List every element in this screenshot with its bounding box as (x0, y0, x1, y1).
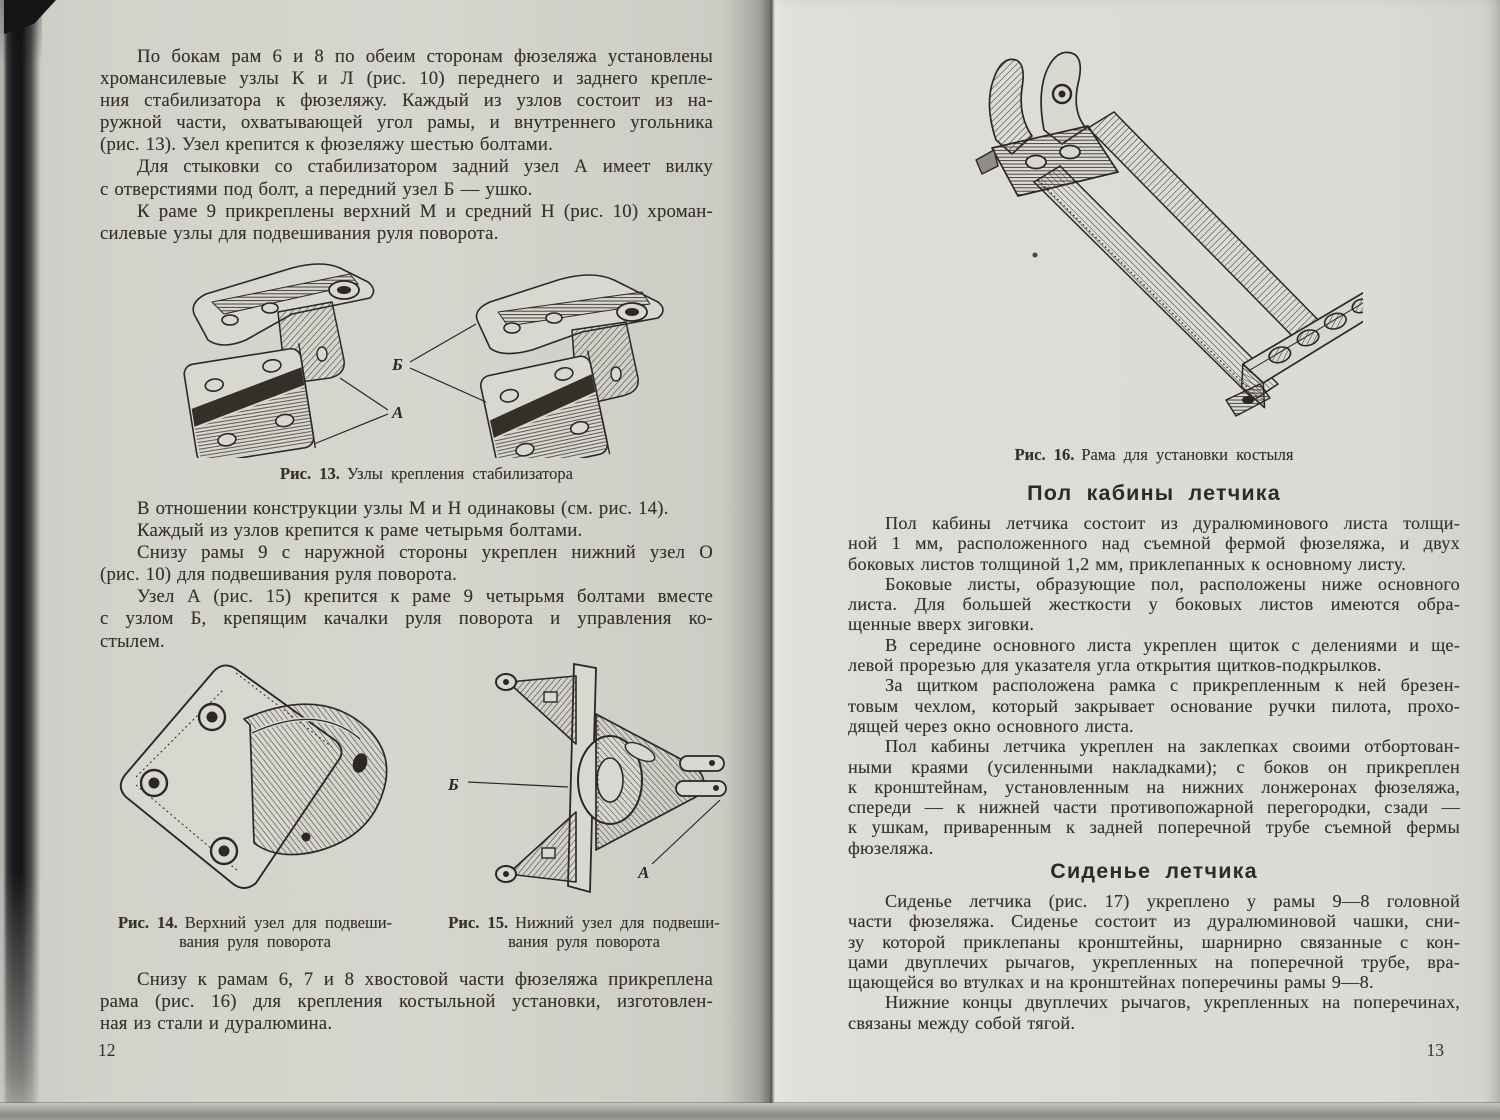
text-line: Снизу рамы 9 с наружной стороны укреплен нижний узел О (137, 542, 713, 564)
book-binding (0, 0, 42, 1120)
text-line: Боковые листы, образующие пол, расположены ниже основного (885, 573, 1460, 594)
text-line: К раме 9 прикреплены верхний М и средний Н (рис. 10) хроман- (137, 200, 713, 222)
text-line: Пол кабины летчика состоит из дуралюминового листа толщи- (885, 513, 1460, 533)
scan-smudge (1033, 253, 1038, 258)
figure-14-caption-line2: вания руля поворота (179, 932, 331, 951)
paragraph (100, 542, 713, 586)
text-line: листа. Для большей жесткости у боковых листов имеются обра- (848, 594, 1460, 615)
figure-14-illustration (92, 655, 417, 907)
section-heading-pilot-seat: Сиденье летчика (1050, 859, 1258, 883)
text-line: с отверстиями под болт, а передний узел Б — ушко. (100, 178, 533, 200)
left-bottom-paragraphs (100, 969, 713, 1035)
text-line: За щитком расположена рамка с прикрепленным к ней брезен- (885, 675, 1460, 696)
text-line: части фюзеляжа. Сиденье состоит из дуралюминовой чашки, сни- (848, 911, 1460, 932)
paragraph (848, 675, 1460, 736)
text-line: к кронштейнам, установленным на нижних лонжеронах фюзеляжа, (848, 776, 1460, 797)
text-line: В отношении конструкции узлы М и Н одинаковы (см. рис. 14). (137, 498, 669, 519)
text-line: Узел А (рис. 15) крепится к раме 9 четырьмя болтами вместе (137, 586, 713, 608)
text-line: фюзеляжа. (848, 837, 934, 858)
text-line: (рис. 10) для подвешивания руля поворота. (100, 564, 458, 586)
text-line: ной 1 мм, расположенного над съемной фермой фюзеляжа, и двух (848, 533, 1460, 554)
figure-15-caption (425, 913, 743, 951)
figure-13-caption (120, 464, 733, 483)
text-line: левой прорезью для указателя угла открытия щитков-подкрылков. (848, 655, 1382, 676)
text-line: цами двуплечих рычагов, укрепленных на поперечной трубе, вра- (848, 951, 1460, 972)
text-line: ная из стали и дуралюмина. (100, 1013, 333, 1035)
paragraph (848, 992, 1460, 1033)
figure-14-caption-line1: Верхний узел для подвеши- (184, 913, 393, 932)
right-seat-paragraphs (848, 891, 1460, 1033)
text-line: ружной части, охватывающей угол рамы, и внутреннего угольника (100, 112, 713, 134)
figure-15-caption-line1: Нижний узел для подвеши- (515, 913, 720, 932)
text-line: стылем. (100, 630, 165, 652)
text-line: Каждый из узлов крепится к раме четырьмя болтами. (137, 520, 583, 542)
figure-16-caption-prefix: Рис. 16. (1014, 445, 1075, 464)
left-middle-paragraphs (100, 498, 713, 653)
text-line: Нижние концы двуплечих рычагов, укрепленных на поперечинах, (885, 992, 1460, 1013)
figure-16-caption-text: Рама для установки костыля (1081, 445, 1294, 464)
paragraph (100, 586, 713, 652)
text-line: зу которой приклепаны кронштейны, шарнирно связанные с кон- (848, 931, 1460, 952)
left-top-paragraphs (100, 46, 713, 245)
paragraph (848, 891, 1460, 992)
text-line: Снизу к рамам 6, 7 и 8 хвостовой части фюзеляжа прикреплена (137, 969, 713, 990)
paragraph (848, 513, 1460, 574)
figure-16-illustration (938, 32, 1363, 434)
figure-15-caption-line2: вания руля поворота (508, 932, 660, 951)
page-number-left: 12 (98, 1040, 116, 1060)
text-line: ния стабилизатора к фюзеляжу. Каждый из узлов состоит из на- (100, 90, 713, 112)
text-line: ными краями (усиленными накладками); с боков он прикреплен (848, 756, 1460, 777)
text-line: В середине основного листа укреплен щиток с делениями и ще- (885, 634, 1460, 655)
section-heading-cabin-floor: Пол кабины летчика (1027, 481, 1281, 505)
text-line: к ушкам, приваренным к задней поперечной трубе съемной фермы (848, 817, 1460, 838)
figure-15-label-b: Б (448, 775, 459, 794)
figure-15-label-a: А (638, 863, 650, 882)
paragraph (848, 736, 1460, 858)
figure-13-illustration (162, 246, 722, 458)
text-line: дящей через окно основного листа. (848, 715, 1134, 736)
text-line: Пол кабины летчика укреплен на заклепках своими отбортован- (885, 736, 1460, 757)
paragraph (100, 969, 713, 1035)
text-line: товым чехлом, который закрывает основание ручки пилота, прохо- (848, 695, 1460, 716)
figure-15-illustration (428, 652, 728, 907)
figure-13-caption-text: Узлы крепления стабилизатора (346, 464, 573, 483)
paragraph (100, 498, 713, 520)
figure-14-caption-prefix: Рис. 14. (117, 913, 178, 932)
text-line: с узлом Б, крепящим качалки руля поворота и управления ко- (100, 608, 713, 630)
text-line: щающейся во втулках и на кронштейнах поперечины рамы 9—8. (848, 972, 1374, 993)
paragraph (100, 520, 713, 542)
text-line: боковых листов толщиной 1,2 мм, приклепанных к основному листу. (848, 553, 1406, 574)
paragraph (100, 46, 713, 156)
figure-15-caption-prefix: Рис. 15. (448, 913, 509, 932)
text-line: Сиденье летчика (рис. 17) укреплено у рамы 9—8 головной (885, 891, 1460, 911)
paragraph (848, 635, 1460, 676)
paragraph (100, 201, 713, 245)
page-bottom-edge (0, 1103, 1500, 1120)
text-line: рама (рис. 16) для крепления костыльной установки, изготовлен- (100, 991, 713, 1013)
text-line: щенные вверх зиговки. (848, 614, 1035, 635)
text-line: силевые узлы для подвешивания руля поворота. (100, 222, 499, 244)
page-number-right: 13 (1426, 1040, 1444, 1060)
figure-13-caption-prefix: Рис. 13. (280, 464, 340, 483)
text-line: хромансилевые узлы К и Л (рис. 10) переднего и заднего крепле- (100, 68, 713, 90)
text-line: По бокам рам 6 и 8 по обеим сторонам фюзеляжа установлены (137, 46, 713, 67)
figure-16-caption (848, 445, 1460, 464)
figure-13-label-b: Б (392, 355, 403, 374)
text-line: спереди — к нижней части противопожарной перегородки, сзади — (848, 797, 1460, 818)
paragraph (100, 156, 713, 200)
text-line: связаны между собой тягой. (848, 1012, 1076, 1033)
text-line: (рис. 13). Узел крепится к фюзеляжу шестью болтами. (100, 134, 554, 156)
text-line: Для стыковки со стабилизатором задний узел А имеет вилку (137, 156, 713, 178)
figure-14-caption (96, 913, 414, 951)
figure-13-label-a: А (392, 403, 404, 422)
right-floor-paragraphs (848, 513, 1460, 858)
paragraph (848, 574, 1460, 635)
